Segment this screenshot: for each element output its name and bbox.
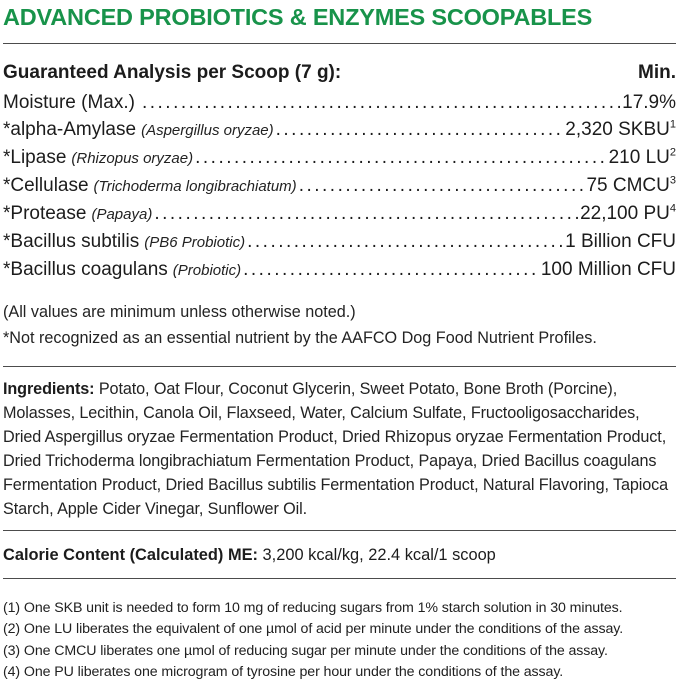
analysis-notes <box>3 299 676 351</box>
product-title: ADVANCED PROBIOTICS & ENZYMES SCOOPABLES <box>3 4 593 30</box>
table-row-alpha-amylase <box>3 116 676 144</box>
dot-leader <box>299 172 585 199</box>
nutrient-value <box>541 256 676 283</box>
guaranteed-analysis-table <box>3 89 676 284</box>
table-row-protease <box>3 200 676 228</box>
ingredients-paragraph <box>3 377 676 521</box>
nutrient-amount: 75 CMCU <box>586 174 670 196</box>
nutrient-source: (PB6 Probiotic) <box>144 233 246 251</box>
dot-leader <box>276 116 564 143</box>
nutrient-value <box>622 89 676 116</box>
nutrient-name: *Protease <box>3 202 87 224</box>
nutrient-name: Moisture (Max.) <box>3 91 135 113</box>
nutrient-value <box>609 144 676 171</box>
calorie-divider-top <box>3 530 676 531</box>
table-row-moisture <box>3 89 676 116</box>
analysis-header-label: Guaranteed Analysis per Scoop (7 g): <box>3 61 342 83</box>
minimum-values-note: (All values are minimum unless otherwise noted.) <box>3 302 356 321</box>
guaranteed-analysis-header <box>3 61 676 85</box>
footnote-2: (2) One LU liberates the equivalent of one µmol of acid per minute under the conditions of the assay. <box>3 621 624 638</box>
table-row-bacillus-coagulans <box>3 256 676 284</box>
ingredients-label: Ingredients: <box>3 379 95 398</box>
footnote-marker: 2 <box>669 146 676 159</box>
nutrient-source: (Trichoderma longibrachiatum) <box>93 177 297 195</box>
nutrient-value <box>565 228 676 255</box>
footnote-3: (3) One CMCU liberates one µmol of reducing sugar per minute under the conditions of the assay. <box>3 642 608 659</box>
nutrient-amount: 100 Million CFU <box>540 258 676 280</box>
nutrient-source: (Rhizopus oryzae) <box>71 149 194 167</box>
nutrient-amount: 1 Billion CFU <box>565 230 676 252</box>
table-row-bacillus-subtilis <box>3 228 676 256</box>
ingredients-divider <box>3 366 676 367</box>
nutrient-amount: 17.9% <box>622 91 676 113</box>
nutrient-amount: 22,100 PU <box>580 202 670 224</box>
footnote-marker: 1 <box>669 118 676 131</box>
table-row-cellulase <box>3 172 676 200</box>
calorie-value: 3,200 kcal/kg, 22.4 kcal/1 scoop <box>262 545 496 564</box>
nutrient-value <box>565 116 676 143</box>
calorie-content-line <box>3 544 676 566</box>
calorie-divider-bottom <box>3 578 676 579</box>
dot-leader <box>247 228 563 255</box>
nutrient-name: *alpha-Amylase <box>3 118 137 140</box>
nutrient-amount: 210 LU <box>608 146 670 168</box>
nutrient-name: *Bacillus subtilis <box>3 230 140 252</box>
title-divider <box>3 43 676 44</box>
dot-leader <box>243 256 539 283</box>
nutrient-value <box>580 200 676 227</box>
analysis-min-column-label: Min. <box>638 61 676 83</box>
dot-leader <box>154 200 578 227</box>
nutrient-name: *Bacillus coagulans <box>3 258 168 280</box>
calorie-label: Calorie Content (Calculated) ME: <box>3 545 258 564</box>
dot-leader <box>142 89 620 116</box>
nutrient-source: (Aspergillus oryzae) <box>141 121 274 139</box>
dot-leader <box>195 144 606 171</box>
footnote-4: (4) One PU liberates one microgram of tyrosine per hour under the conditions of the assay. <box>3 664 564 681</box>
footnote-marker: 4 <box>669 202 676 215</box>
aafco-note: *Not recognized as an essential nutrient by the AAFCO Dog Food Nutrient Profiles. <box>3 328 597 347</box>
ingredients-list: Potato, Oat Flour, Coconut Glycerin, Sweet Potato, Bone Broth (Porcine), Molasses, Lecithin, Canola Oil, Flaxseed, Water, Calcium Sulfate, Fructooligosaccharides, Dried Aspergillus oryzae Fermentation Product, Dried Rhizopus oryzae Fermentation Product, Dried Trichoderma longibrachiatum Fermentation Product, Papaya, Dried Bacillus coagulans Fermentation Product, Dried Bacillus subtilis Fermentation Product, Natural Flavoring, Tapioca Starch, Apple Cider Vinegar, Sunflower Oil. <box>3 379 669 518</box>
nutrient-value <box>586 172 676 199</box>
nutrient-source: (Papaya) <box>91 205 153 223</box>
footnote-marker: 3 <box>669 174 676 187</box>
nutrient-source: (Probiotic) <box>172 261 242 279</box>
footnote-1: (1) One SKB unit is needed to form 10 mg of reducing sugars from 1% starch solution in 30 minutes. <box>3 599 623 616</box>
nutrient-name: *Lipase <box>3 146 67 168</box>
nutrient-name: *Cellulase <box>3 174 89 196</box>
nutrient-amount: 2,320 SKBU <box>565 118 670 140</box>
table-row-lipase <box>3 144 676 172</box>
